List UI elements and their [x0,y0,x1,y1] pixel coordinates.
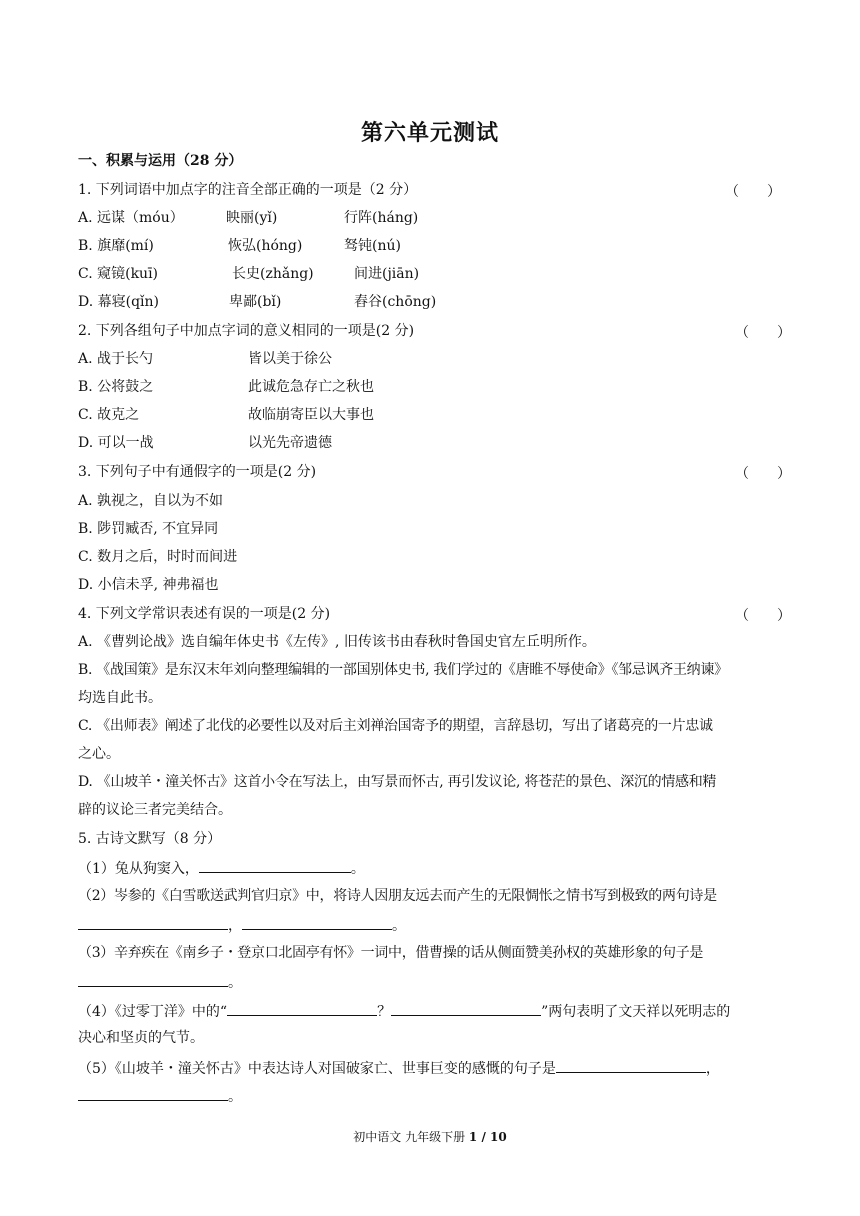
q1-option-a: A. 远谋（móu） [78,210,184,226]
fill-blank[interactable] [242,915,392,930]
q1-stem: 1. 下列词语中加点字的注音全部正确的一项是（2 分） [78,182,418,198]
q4-option-c: C. 《出师表》阐述了北伐的必要性以及对后主刘禅治国寄予的期望，言辞恳切，写出了诸葛亮的一片忠诚 [78,718,713,734]
q5-part4: （4）《过零丁洋》中的“ ？ ”两句表明了文天祥以死明志的 [78,1001,730,1021]
q4-stem: 4. 下列文学常识表述有误的一项是(2 分) [78,606,331,622]
q1-option-d: D. 幕寝(qǐn) [78,294,160,310]
q5-part5-answer: 。 [78,1086,242,1106]
q1-option-c-2: 长史(zhǎng) [232,266,314,282]
q4-option-d: D. 《山坡羊・潼关怀古》这首小令在写法上，由写景而怀古, 再引发议论, 将苍茫的景色、深沉的情感和精 [78,774,717,790]
q4-option-c-cont: 之心。 [78,746,120,762]
q3-answer-paren[interactable]: （ ） [735,466,791,482]
q4-answer-paren[interactable]: （ ） [735,608,791,624]
q4-option-a: A. 《曹刿论战》选自编年体史书《左传》, 旧传该书由春秋时鲁国史官左丘明所作。 [78,634,596,650]
q1-answer-paren[interactable]: （ ） [725,184,781,200]
q3-stem: 3. 下列句子中有通假字的一项是(2 分) [78,464,317,480]
q4-option-b: B. 《战国策》是东汉末年刘向整理编辑的一部国别体史书, 我们学过的《唐睢不辱使命》《邹忌讽齐王纳谏》 [78,662,728,678]
q3-option-d: D. 小信未孚, 神弗福也 [78,577,219,593]
q5-part1: （1）兔从狗窦入， 。 [78,858,365,878]
q1-option-b-2: 恢弘(hóng) [228,238,303,254]
q5-part3: （3）辛弃疾在《南乡子・登京口北固亭有怀》一词中，借曹操的话从侧面赞美孙权的英雄形象的句子是 [78,945,704,961]
section-heading: 一、积累与运用（28 分） [78,153,243,169]
q5-part2-answer: ， 。 [78,915,406,935]
q2-option-d: D. 可以一战 [78,435,154,451]
q2-stem: 2. 下列各组句子中加点字词的意义相同的一项是(2 分) [78,323,415,339]
q1-option-b: B. 旗靡(mí) [78,238,154,254]
q2-option-d-2: 以光先帝遗德 [248,435,332,451]
q1-option-c-3: 间进(jiān) [354,266,420,282]
q1-option-d-2: 卑鄙(bǐ) [229,294,282,310]
fill-blank[interactable] [556,1058,706,1073]
q2-option-a: A. 战于长勺 [78,351,154,367]
fill-blank[interactable] [78,915,228,930]
page-footer [0,1128,860,1145]
q5-part5: （5）《山坡羊・潼关怀古》中表达诗人对国破家亡、世事巨变的感慨的句子是 ， [78,1058,720,1078]
page-number: 1 / 10 [468,1130,507,1144]
fill-blank[interactable] [199,858,351,873]
fill-blank[interactable] [391,1001,541,1016]
q4-option-b-cont: 均选自此书。 [78,690,162,706]
q2-option-c-2: 故临崩寄臣以大事也 [248,407,374,423]
page-title: 第六单元测试 [360,120,499,146]
q4-option-d-cont: 辟的议论三者完美结合。 [78,802,232,818]
q2-answer-paren[interactable]: （ ） [735,325,791,341]
q3-option-c: C. 数月之后，时时而间进 [78,549,238,565]
q1-option-d-3: 舂谷(chōng) [354,294,437,310]
q2-option-c: C. 故克之 [78,407,140,423]
q1-option-a-2: 眏丽(yǐ) [226,210,278,226]
q5-part3-answer: 。 [78,972,242,992]
q1-option-a-3: 行阵(háng) [344,210,419,226]
q3-option-b: B. 陟罚臧否, 不宜异同 [78,521,219,537]
q3-option-a: A. 孰视之，自以为不如 [78,493,224,509]
fill-blank[interactable] [227,1001,377,1016]
q5-part4-cont: 决心和坚贞的气节。 [78,1030,204,1046]
q2-option-b: B. 公将鼓之 [78,379,154,395]
q1-option-c: C. 窥镜(kuī) [78,266,159,282]
q5-part2: （2）岑参的《白雪歌送武判官归京》中，将诗人因朋友远去而产生的无限惆怅之情书写到极致的两句诗是 [78,888,717,904]
fill-blank[interactable] [78,1086,228,1101]
q1-option-b-3: 驽钝(nú) [344,238,401,254]
q2-option-a-2: 皆以美于徐公 [248,351,332,367]
q2-option-b-2: 此诚危急存亡之秋也 [248,379,374,395]
footer-text: 初中语文 九年级下册 [353,1130,469,1144]
q5-stem: 5. 古诗文默写（8 分） [78,831,222,847]
fill-blank[interactable] [78,972,228,987]
